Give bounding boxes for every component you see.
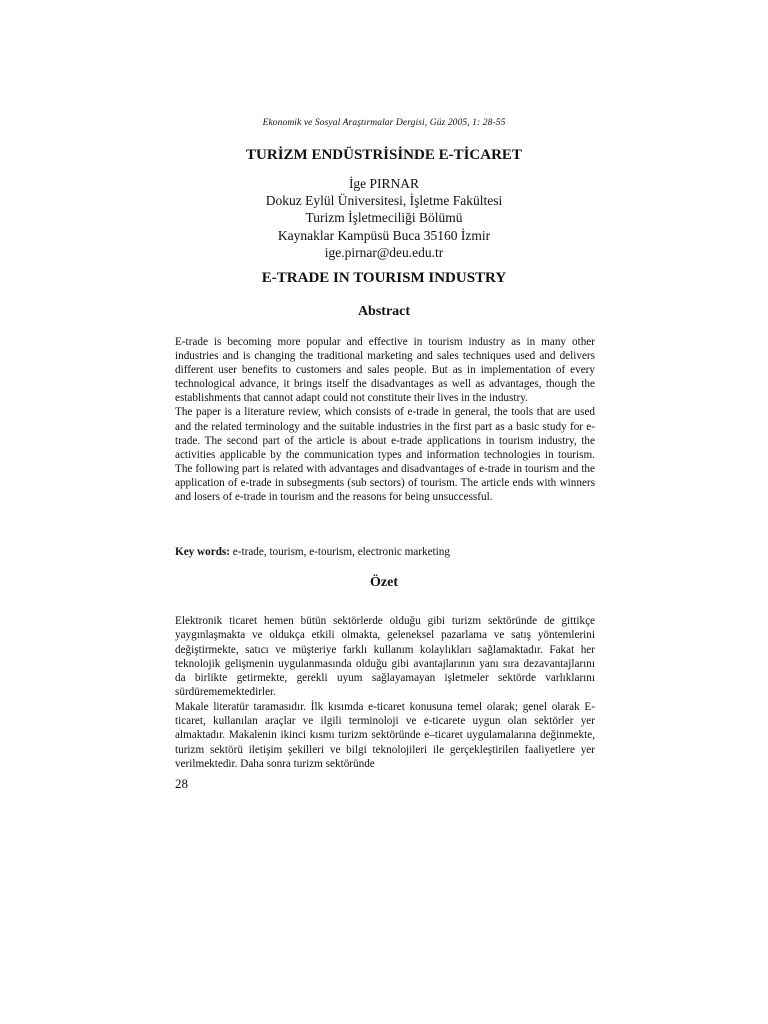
abstract-paragraph: The paper is a literature review, which consists of e-trade in general, the tools that are used and the related terminology and the suitable industries in the first part as a basic study for e-trade. The second part of the article is about e-trade applications in tourism industry, the activities applicable by the communication types and information technologies in tourism. The following part is related with advantages and disadvantages of e-trade in tourism and the application of e-trade in subsegments (sub sectors) of tourism. The article ends with winners and losers of e-trade in tourism and the reasons for being unsuccessful. <box>175 406 595 504</box>
author-address: Kaynaklar Kampüsü Buca 35160 İzmir <box>277 227 491 243</box>
turkish-title: TURİZM ENDÜSTRİSİNDE E-TİCARET <box>246 147 522 163</box>
ozet-paragraph: Elektronik ticaret hemen bütün sektörlerde olduğu gibi turizm sektöründe de gittikçe yaygınlaşmakta ve oldukça etkili olmakta, geleneksel pazarlama ve satış yöntemlerini değiştirmekte, satıcı ve müşteriye farklı kullanım kolaylıkları sağlamaktadır. Fakat her teknolojik gelişmenin uygulanmasında olduğu gibi avantajlarının yanı sıra dezavantajlarını da birlikte getirmekte, gerekli uyum sağlayamayan işletmeler sektörde varlıklarını sürdürememektedirler. <box>175 615 595 699</box>
author-email: ige.pirnar@deu.edu.tr <box>324 244 444 260</box>
journal-header: Ekonomik ve Sosyal Araştırmalar Dergisi, Güz 2005, 1: 28-55 <box>262 118 506 128</box>
ozet-heading: Özet <box>370 575 398 590</box>
author-block <box>0 175 768 261</box>
abstract-heading: Abstract <box>357 304 411 319</box>
abstract-paragraph: E-trade is becoming more popular and effective in tourism industry as in many other industries and is changing the traditional marketing and sales techniques used and delivers different user benefits to customers and sales people. But as in implementation of every technological advance, it brings itself the disadvantages as well as advantages, though the establishments that cannot adapt could not constitute their lives in the industry. <box>175 336 595 405</box>
ozet-paragraph: Makale literatür taramasıdır. İlk kısımda e-ticaret konusuna temel olarak; genel olarak E-ticaret, kullanılan araçlar ve ilgili terminoloji ve e-ticarete uygun olan sektörler yer almaktadır. Makalenin ikinci kısmı turizm sektöründe e–ticaret uygulamalarına değinmekte, turizm sektörü iletişim şekilleri ve bilgi teknolojileri ile gerçekleştirilen faaliyetlere yer verilmektedir. Daha sonra turizm sektöründe <box>175 700 595 770</box>
author-department: Turizm İşletmeciliği Bölümü <box>305 210 463 226</box>
author-name: İge PIRNAR <box>348 176 420 191</box>
author-university: Dokuz Eylül Üniversitesi, İşletme Fakültesi <box>265 193 503 209</box>
abstract-body <box>175 335 595 504</box>
keywords-line <box>175 546 595 558</box>
keywords-label: Key words: <box>175 546 230 558</box>
keywords-text: e-trade, tourism, e-tourism, electronic marketing <box>232 546 450 558</box>
ozet-body <box>175 614 595 771</box>
page-number: 28 <box>175 776 188 791</box>
english-title: E-TRADE IN TOURISM INDUSTRY <box>261 270 507 286</box>
